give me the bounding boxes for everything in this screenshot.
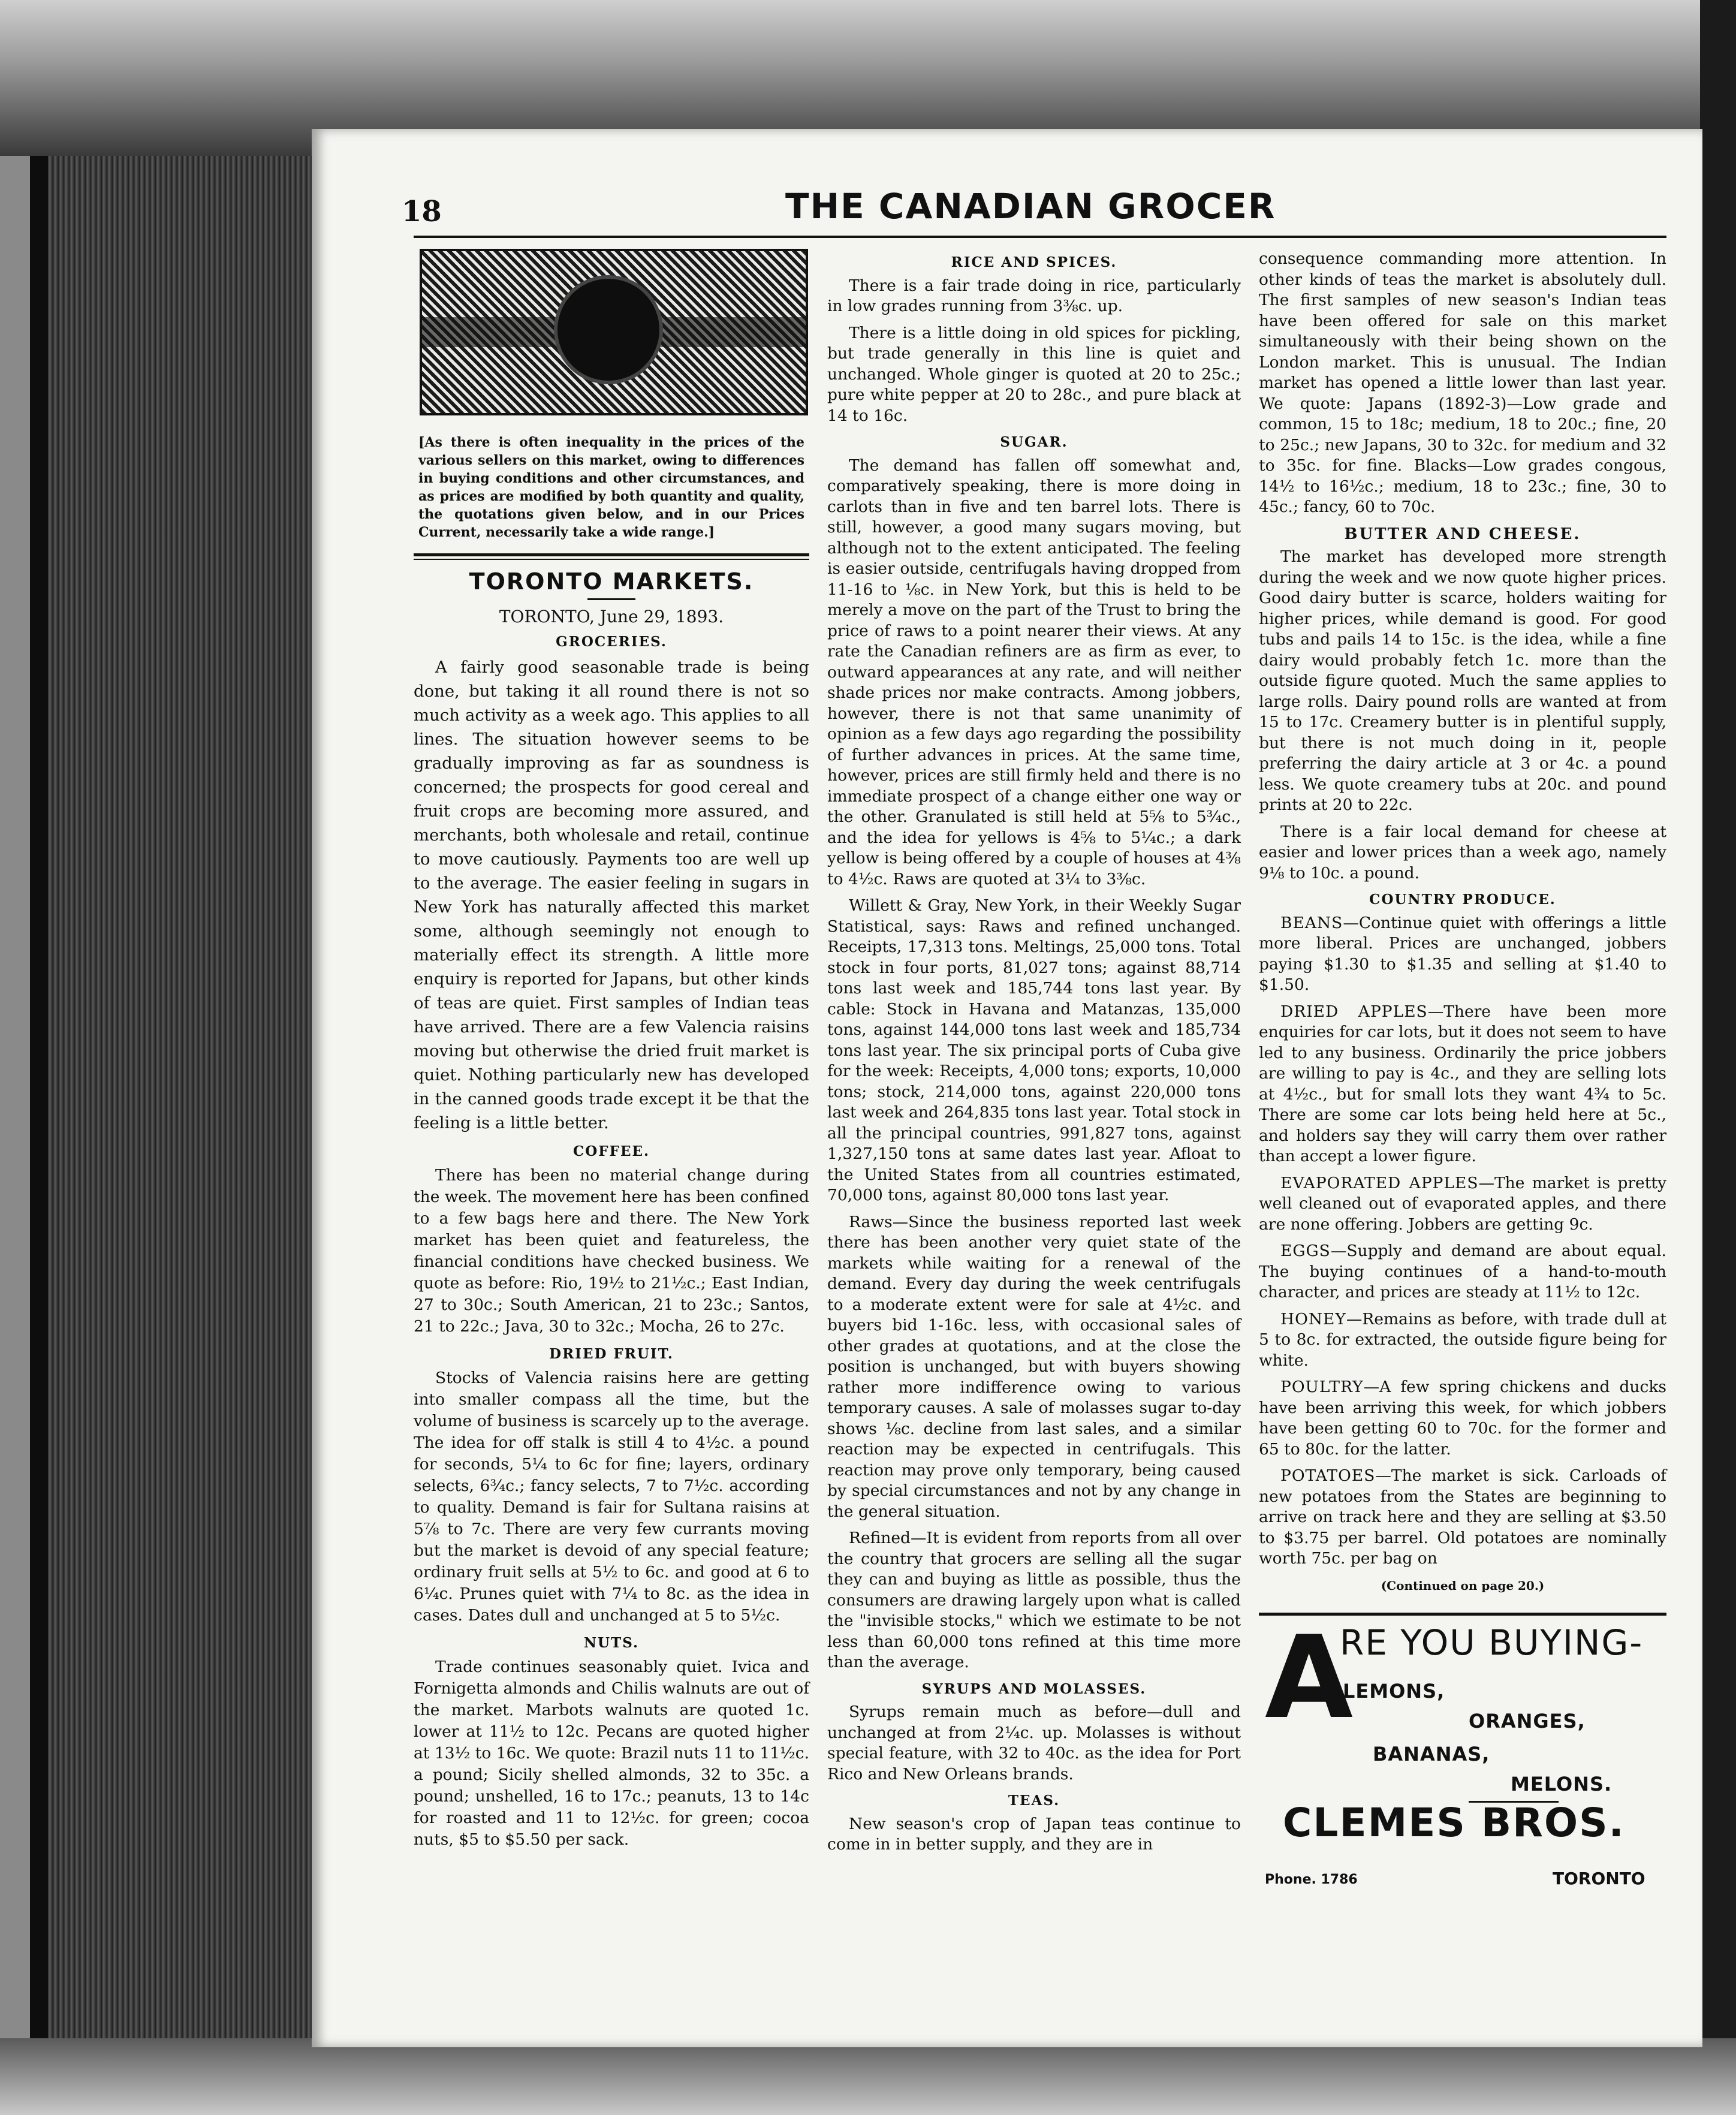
- section-heading-sugar: SUGAR.: [1000, 434, 1068, 450]
- scan-background-bottom: [0, 2038, 1736, 2115]
- teas-paragraph: New season's crop of Japan teas continue to come in in better supply, and they are in: [827, 1814, 1241, 1854]
- advert-company-name: CLEMES BROS.: [1283, 1800, 1625, 1846]
- syrups-paragraph: Syrups remain much as before—dull and unchanged at from 2¼c. up. Molasses is without special feature, with 32 to 40c. as the idea for Port Rico and New Orleans brands.: [827, 1703, 1241, 1783]
- column-3: [1259, 249, 1666, 1888]
- editor-note: [As there is often inequality in the prices of the various sellers on this market, owing to differences in buying conditions and other circumstances, and as prices are modified by both quantity and quality, the quotations given below, and in our Prices Current, necessarily take a wide range.]: [418, 435, 804, 540]
- newspaper-page: [312, 129, 1702, 2047]
- potatoes-paragraph: POTATOES—The market is sick. Carloads of new potatoes from the States are beginning to arrive on track here and they are selling at $3.50 to $3.75 per barrel. Old potatoes are nominally worth 75c. per bag on: [1259, 1466, 1666, 1568]
- section-heading-syrups: SYRUPS AND MOLASSES.: [921, 1680, 1147, 1697]
- ornament-medallion-icon: [554, 275, 663, 384]
- advert-item-melons: MELONS.: [1511, 1773, 1613, 1795]
- column-2: [827, 249, 1241, 1861]
- section-heading-nuts: NUTS.: [584, 1635, 639, 1651]
- beans-paragraph: BEANS—Continue quiet with offerings a little more liberal. Prices are unchanged, jobbers paying $1.30 to $1.35 and selling at $1.40 to $1.50.: [1259, 913, 1666, 994]
- eggs-paragraph: EGGS—Supply and demand are about equal. The buying continues of a hand-to-mouth character, and prices are steady at 11½ to 12c.: [1259, 1242, 1666, 1301]
- section-divider: [414, 553, 809, 560]
- clemes-bros-advertisement: [1259, 1611, 1666, 1888]
- refined-paragraph: Refined—It is evident from reports from all over the country that grocers are selling all the sugar they can and buying as little as possible, thus the consumers are drawing largely upon what is called the "invisible stocks," which we estimate to be not less than 60,000 tons refined at this time more than the average.: [827, 1529, 1241, 1671]
- honey-paragraph: HONEY—Remains as before, with trade dull at 5 to 8c. for extracted, the outside figure being for white.: [1259, 1309, 1666, 1370]
- column-1: [414, 249, 809, 1857]
- dateline: TORONTO, June 29, 1893.: [499, 607, 724, 626]
- spices-paragraph: There is a little doing in old spices for pickling, but trade generally in this line is quiet and unchanged. Whole ginger is quoted at 20 to 25c.; pure white pepper at 20 to 28c., and pure black at 14 to 16c.: [827, 323, 1241, 425]
- evaporated-apples-label: EVAPORATED APPLES: [1280, 1173, 1479, 1192]
- advert-item-oranges: ORANGES,: [1469, 1710, 1586, 1733]
- nuts-paragraph: Trade continues seasonably quiet. Ivica and Fornigetta almonds and Chilis walnuts are out of the market. Marbots walnuts are quoted 1c. lower at 11½ to 12c. Pecans are quoted higher at 13½ to 16c. We quote: Brazil nuts 11 to 11½c. a pound; Sicily shelled almonds, 32 to 35c. a pound; unshelled, 16 to 17c.; peanuts, 13 to 14c for roasted and 11 to 12½c. for green; cocoa nuts, $5 to $5.50 per sack.: [414, 1658, 809, 1849]
- section-heading-rice-spices: RICE AND SPICES.: [951, 254, 1117, 270]
- poultry-label: POULTRY: [1280, 1378, 1364, 1396]
- advert-item-bananas: BANANAS,: [1373, 1743, 1490, 1765]
- dried-apples-label: DRIED APPLES: [1280, 1002, 1428, 1021]
- scan-background-right: [1700, 0, 1736, 2115]
- section-heading-coffee: COFFEE.: [572, 1143, 650, 1159]
- dried-apples-paragraph: DRIED APPLES—There have been more enquiries for car lots, but it does not seem to have led to any business. Ordinarily the price jobbers are willing to pay is 4c., and they are selling lots at 4½c., but for small lots they want 4¾ to 5c. There are some car lots being held here at 5c., and holders say they will carry them over rather than accept a lower figure.: [1259, 1002, 1667, 1165]
- advert-initial-letter: A: [1265, 1611, 1354, 1744]
- teas-continued-paragraph: consequence commanding more attention. In other kinds of teas the market is absolutely dull. The first samples of new season's Indian teas have been offered for sale on this market simultaneously with their being shown on the London market. This is unusual. The Indian market has opened a little lower than last year. We quote: Japans (1892-3)—Low grade and common, 15 to 18c; medium, 18 to 20c.; fine, 20 to 25c.; new Japans, 30 to 32c. for medium and 32 to 35c. for fine. Blacks—Low grades congous, 14½ to 16½c.; medium, 18 to 23c.; fine, 30 to 45c.; fancy, 60 to 70c.: [1259, 249, 1666, 516]
- section-heading-teas: TEAS.: [1008, 1792, 1060, 1809]
- eggs-label: EGGS: [1280, 1242, 1331, 1260]
- advert-city: TORONTO: [1553, 1869, 1645, 1888]
- poultry-paragraph: POULTRY—A few spring chickens and ducks have been arriving this week, for which jobbers have been getting 60 to 70c. for the former and 65 to 80c. for the latter.: [1259, 1378, 1666, 1459]
- section-heading-butter-cheese: BUTTER AND CHEESE.: [1344, 525, 1581, 543]
- section-heading-groceries: GROCERIES.: [556, 634, 667, 650]
- sugar-statistics-paragraph: Willett & Gray, New York, in their Weekly Sugar Statistical, says: Raws and refined unchanged. Receipts, 17,313 tons. Meltings, 25,000 tons. Total stock in four ports, 81,027 tons; against 88,714 tons last week and 185,744 tons last year. By cable: Stock in Havana and Matanzas, 135,000 tons, against 144,000 tons last week and 185,734 tons last year. The six principal ports of Cuba give for the week: Receipts, 4,000 tons; exports, 10,000 tons; stock, 214,000 tons, against 220,000 tons last week and 264,835 tons last year. Total stock in all the principal countries, 991,827 tons, against 1,327,150 tons at same dates last year. Afloat to the United States from all countries estimated, 70,000 tons, against 80,000 tons last year.: [827, 896, 1241, 1204]
- potatoes-label: POTATOES: [1280, 1466, 1376, 1485]
- cheese-paragraph: There is a fair local demand for cheese at easier and lower prices than a week ago, namely 9⅛ to 10c. a pound.: [1259, 822, 1666, 882]
- advert-phone: Phone. 1786: [1265, 1872, 1358, 1887]
- advert-item-lemons: LEMONS,: [1343, 1680, 1445, 1703]
- coffee-paragraph: There has been no material change during the week. The movement here has been confined to a few bags here and there. The New York market has been quiet and featureless, the financial conditions have checked business. We quote as before: Rio, 19½ to 21½c.; East Indian, 27 to 30c.; South American, 21 to 23c.; Santos, 21 to 22c.; Java, 30 to 32c.; Mocha, 26 to 27c.: [414, 1166, 809, 1336]
- book-page-edges: [30, 156, 336, 2044]
- raws-paragraph: Raws—Since the business reported last week there has been another very quiet state of the markets while waiting for a renewal of the demand. Every day during the week centrifugals to a moderate extent were for sale at 4½c. and buyers bid 1-16c. less, with occasional sales of other grades at quotations, and at the close the position is unchanged, but with buyers showing rather more indifference owing to various temporary causes. A sale of molasses sugar to-day shows ⅛c. decline from last sales, and a similar reaction may be expected in centrifugals. This reaction may prove only temporary, being caused by special circumstances and not by any change in the general situation.: [827, 1212, 1241, 1521]
- ornamental-section-logo: [420, 249, 808, 415]
- honey-label: HONEY: [1280, 1309, 1346, 1328]
- page-number: 18: [402, 195, 442, 228]
- evaporated-apples-paragraph: EVAPORATED APPLES—The market is pretty well cleaned out of evaporated apples, and there are none offering. Jobbers are getting 9c.: [1259, 1173, 1666, 1234]
- dried-fruit-paragraph: Stocks of Valencia raisins here are getting into smaller compass all the time, but the volume of business is scarcely up to the average. The idea for off stalk is still 4 to 4½c. a pound for seconds, 5¼ to 6c for fine; layers, ordinary selects, 6¾c.; fancy selects, 7 to 7½c. according to quality. Demand is fair for Sultana raisins at 5⅞ to 7c. There are very few currants moving but the market is devoid of any special feature; ordinary fruit sells at 5½ to 6c. and good at 6 to 6¼c. Prunes quiet with 7¼ to 8c. as the idea in cases. Dates dull and unchanged at 5 to 5½c.: [414, 1369, 809, 1625]
- header-rule: [414, 236, 1666, 238]
- publication-masthead: THE CANADIAN GROCER: [785, 186, 1276, 227]
- butter-paragraph: The market has developed more strength during the week and we now quote higher prices. Good dairy butter is scarce, holders waiting for higher prices, while demand is good. For good tubs and pails 14 to 15c. is the idea, while a fine dairy would probably fetch 1c. more than the outside figure quoted. Much the same applies to large rolls. Dairy pound rolls are wanted at from 15 to 17c. Creamery butter is in plentiful supply, but there is not much doing in it, people preferring the dairy article at 3 or 4c. a pound less. We quote creamery tubs at 20c. and pound prints at 20 to 22c.: [1259, 547, 1666, 814]
- beans-label: BEANS: [1280, 913, 1343, 932]
- article-title: TORONTO MARKETS.: [469, 568, 754, 595]
- section-heading-dried-fruit: DRIED FRUIT.: [549, 1346, 674, 1362]
- section-heading-country-produce: COUNTRY PRODUCE.: [1369, 891, 1556, 908]
- rice-paragraph: There is a fair trade doing in rice, particularly in low grades running from 3⅜c. up.: [827, 276, 1241, 315]
- groceries-paragraph: A fairly good seasonable trade is being done, but taking it all round there is not so much activity as a week ago. This applies to all lines. The situation however seems to be gradually improving as far as soundness is concerned; the prospects for good cereal and fruit crops are becoming more assured, and merchants, both wholesale and retail, continue to move cautiously. Payments too are well up to the average. The easier feeling in sugars in New York has naturally affected this market some, although seemingly not enough to materially effect its strength. A little more enquiry is reported for Japans, but other kinds of teas are quiet. First samples of Indian teas have arrived. There are a few Valencia raisins moving but otherwise the dried fruit market is quiet. Nothing particularly new has developed in the canned goods trade except it be that the feeling is a little better.: [414, 658, 809, 1132]
- continued-notice: (Continued on page 20.): [1381, 1578, 1545, 1593]
- sugar-paragraph: The demand has fallen off somewhat and, comparatively speaking, there is more doing in carlots than in five and ten barrel lots. There is still, however, a good many sugars moving, but although not to the extent anticipated. The feeling is easier outside, centrifugals having dropped from 11-16 to ⅛c. in New York, but this is held to be merely a move on the part of the Trust to bring the price of raws to a point nearer their views. At any rate the Canadian refiners are as firm as ever, to outward appearances at any rate, and will neither shade prices nor make contracts. Among jobbers, however, there is not that same unanimity of opinion as a few days ago regarding the possibility of further advances in prices. At the same time, however, prices are still firmly held and there is no immediate prospect of a change either one way or the other. Granulated is still held at 5⅝ to 5¾c., and the idea for yellows is 4⅝ to 5¼c.; a dark yellow is being offered by a couple of houses at 4⅜ to 4½c. Raws are quoted at 3¼ to 3⅜c.: [827, 456, 1241, 888]
- advert-headline: RE YOU BUYING-: [1340, 1622, 1644, 1663]
- title-rule: [587, 598, 635, 600]
